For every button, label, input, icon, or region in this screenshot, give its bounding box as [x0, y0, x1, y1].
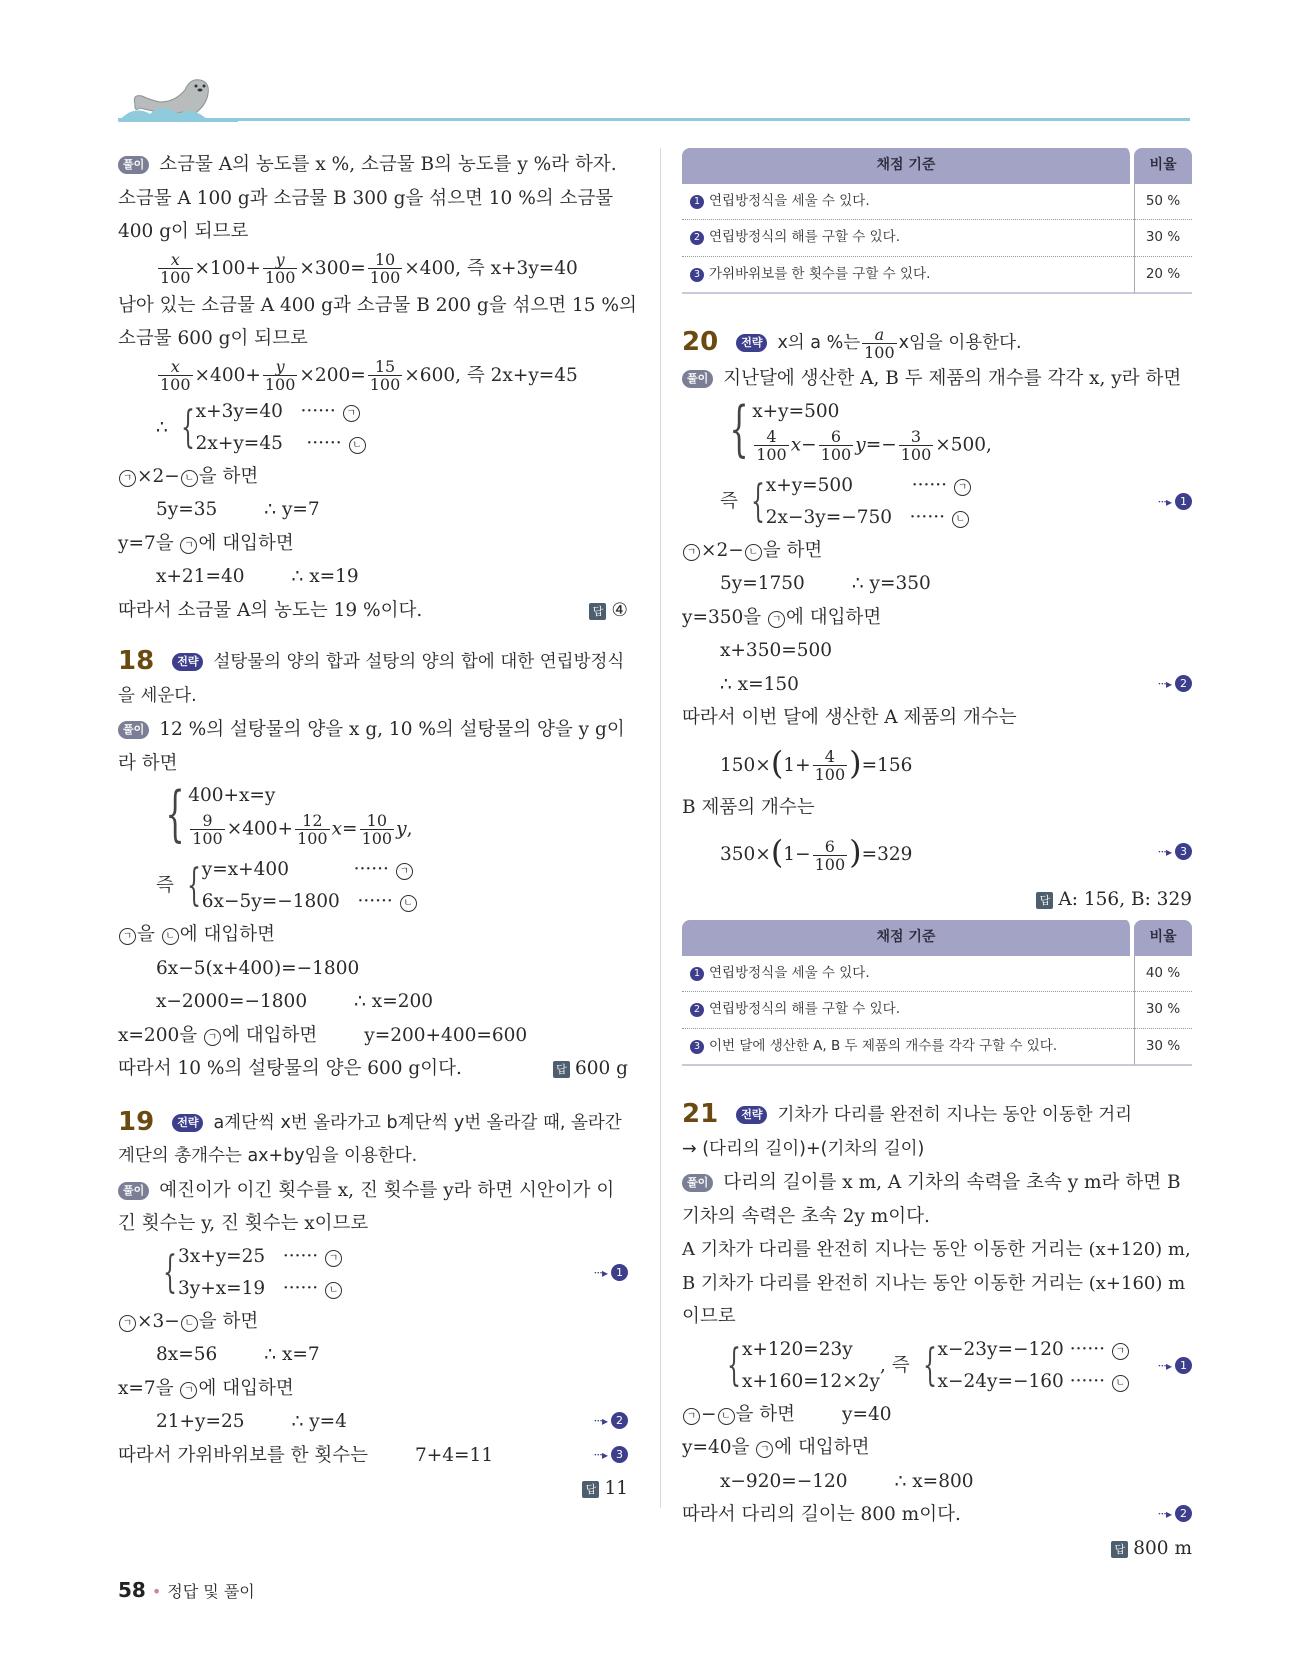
- step: [118, 1305, 628, 1339]
- text: ······: [1069, 1370, 1105, 1392]
- text: ······: [353, 859, 389, 880]
- text: 연립방정식의 해를 구할 수 있다.: [709, 1001, 900, 1017]
- text: y=350을: [682, 606, 762, 628]
- text: ······: [1069, 1338, 1105, 1360]
- text: x+y=500: [752, 400, 840, 422]
- page-footer: [118, 1578, 255, 1602]
- problem-19-header: [118, 1106, 628, 1141]
- circle-giyeok-icon: ㄱ: [756, 1441, 773, 1458]
- header-rule: [118, 118, 1190, 121]
- step-marker: [594, 1405, 628, 1439]
- text: 소금물 600 g이 되므로: [118, 328, 308, 349]
- text: B 제품의 개수는: [682, 796, 815, 818]
- text: 에 대입하면: [786, 606, 882, 628]
- p18-line: [118, 713, 628, 747]
- text: 11: [604, 1478, 628, 1499]
- column-divider: [660, 148, 661, 1508]
- text: 21+y=25 ∴ y=4: [156, 1411, 347, 1432]
- grading-table-19: [682, 148, 1192, 294]
- text: 800 m: [1133, 1537, 1192, 1559]
- circle-giyeok-icon: ㄱ: [683, 544, 700, 561]
- circle-giyeok-icon: ㄱ: [1112, 1343, 1129, 1360]
- circle-giyeok-icon: ㄱ: [119, 470, 136, 487]
- conclusion: [118, 1472, 628, 1505]
- text: 지난달에 생산한 A, B 두 제품의 개수를 각각 x, y라 하면: [723, 368, 1182, 389]
- text: ×600, 즉 2x+y=45: [404, 364, 578, 386]
- table-row: [682, 184, 1192, 221]
- text: 을 하면: [198, 1310, 259, 1332]
- system: { 3x+y=25 ······ ㄱ 3y+x=19 ······ ㄴ ···▸ 1: [118, 1241, 628, 1305]
- circle-nieun-icon: ㄴ: [181, 470, 198, 487]
- problem-number: 21: [682, 1099, 719, 1129]
- text: 긴 횟수는 y, 진 횟수는 x이므로: [118, 1213, 369, 1234]
- text: x−23y=−120: [937, 1338, 1064, 1360]
- text: 에 대입하면: [179, 924, 276, 945]
- text: 을 세운다.: [118, 685, 197, 706]
- step: [682, 668, 1192, 702]
- text: x+21=40 ∴ x=19: [156, 566, 359, 587]
- ratio: 30 %: [1134, 220, 1192, 257]
- step: [682, 601, 1192, 635]
- text: 기차의 속력은 초속 2y m이다.: [682, 1205, 930, 1227]
- text: y=40을: [682, 1437, 750, 1458]
- ratio: 30 %: [1134, 992, 1192, 1029]
- table-row: [682, 956, 1192, 993]
- text: 2x+y=45: [195, 432, 283, 454]
- step-marker: [1158, 1350, 1192, 1384]
- text: A 기차가 다리를 완전히 지나는 동안 이동한 거리는 (x+120) m,: [682, 1239, 1191, 1260]
- circle-giyeok-icon: ㄱ: [396, 863, 413, 880]
- step: ㄱ 을 ㄴ 에 대입하면: [118, 918, 628, 952]
- step: [682, 1498, 1192, 1532]
- circle-giyeok-icon: ㄱ: [119, 928, 136, 945]
- circle-giyeok-icon: ㄱ: [180, 1382, 197, 1399]
- solution-badge: 풀이: [682, 370, 713, 388]
- text: ×2−: [701, 539, 744, 561]
- text: 연립방정식을 세울 수 있다.: [709, 964, 870, 981]
- text: 600 g: [574, 1058, 628, 1079]
- ratio: 20 %: [1134, 257, 1192, 295]
- step: [118, 1439, 628, 1473]
- text: x+120=23y: [742, 1338, 853, 1360]
- step: [118, 1019, 628, 1053]
- text: 400+x=y: [188, 785, 276, 806]
- text: 따라서 이번 달에 생산한 A 제품의 개수는: [682, 707, 1017, 728]
- text: 5y=35 ∴ y=7: [156, 499, 320, 520]
- text: ×3−: [137, 1310, 180, 1332]
- circle-nieun-icon: ㄴ: [400, 895, 417, 912]
- text: ······: [911, 474, 948, 496]
- answer-icon: 답: [582, 1481, 599, 1498]
- circle-giyeok-icon: ㄱ: [683, 1408, 700, 1425]
- strategy-badge: 전략: [736, 334, 767, 352]
- step-marker: [1158, 824, 1192, 880]
- strategy-badge: 전략: [736, 1106, 767, 1124]
- section-title: 정답 및 풀이: [167, 1582, 255, 1601]
- text: 이므로: [682, 1306, 736, 1327]
- problem-number: 18: [118, 646, 155, 676]
- p17-line: [118, 148, 628, 182]
- conclusion: [682, 1532, 1192, 1565]
- problem-18-header: [118, 645, 628, 680]
- step-1-icon: 1: [1175, 493, 1192, 510]
- table-row: [682, 220, 1192, 257]
- text: → (다리의 길이)+(기차의 길이): [682, 1138, 925, 1159]
- system: 즉 { y=x+400 ······ ㄱ 6x−5y=−1800 ······ ㄴ: [118, 854, 628, 918]
- system: { x+y=500 $\frac{4}{100}$ x− $\frac{6}{100}$ y=− $\frac{3}{100}$ ×500,: [729, 394, 992, 464]
- text: ······: [909, 506, 945, 528]
- step: [118, 1405, 628, 1439]
- text: x=7을: [118, 1377, 174, 1399]
- strategy-badge: 전략: [172, 653, 203, 671]
- equation: 150×(1+ $\frac{4}{100}$ )=156: [720, 743, 913, 784]
- solution-badge: 풀이: [118, 721, 149, 739]
- step: [682, 1398, 1192, 1432]
- step: [682, 1431, 1192, 1465]
- text: 즉: [720, 490, 738, 512]
- answer: [553, 1052, 628, 1086]
- text: 에 대입하면 y=200+400=600: [222, 1024, 528, 1046]
- text: 12 %의 설탕물의 양을 x g, 10 %의 설탕물의 양을 y g이: [159, 719, 625, 740]
- problem-21-header: [682, 1098, 1192, 1133]
- text: 에 대입하면: [198, 532, 294, 554]
- solution-badge: 풀이: [682, 1174, 713, 1192]
- step: [118, 1372, 628, 1406]
- text: =329: [861, 844, 913, 865]
- equation: $\frac{x}{100}$ ×100+ $\frac{y}{100}$ ×300= $\frac{10}{100}$ ×400, 즉 x+3y=40: [160, 250, 578, 287]
- text: 설탕물의 양의 합과 설탕의 양의 합에 대한 연립방정식: [213, 652, 625, 672]
- ratio: 40 %: [1134, 956, 1192, 993]
- text: 에 대입하면: [198, 1377, 294, 1399]
- ratio: 50 %: [1134, 184, 1192, 221]
- arrow-icon: ···▸: [1157, 494, 1171, 509]
- text: 즉: [891, 1354, 910, 1376]
- circle-giyeok-icon: ㄱ: [119, 1315, 136, 1332]
- conclusion: [118, 594, 628, 628]
- text: 예진이가 이긴 횟수를 x, 진 횟수를 y라 하면 시안이가 이: [159, 1179, 615, 1201]
- text: 라 하면: [118, 752, 178, 774]
- text: 다리의 길이를 x m, A 기차의 속력을 초속 y m라 하면 B: [723, 1172, 1181, 1193]
- text: x−24y=−160: [937, 1370, 1064, 1392]
- page-number: 58: [118, 1578, 146, 1602]
- step-marker: [594, 1257, 628, 1291]
- step: [118, 527, 628, 561]
- strategy-badge: 전략: [172, 1114, 203, 1132]
- text: 따라서 다리의 길이는 800 m이다.: [682, 1504, 961, 1525]
- arrow-icon: ···▸: [1157, 845, 1171, 859]
- text: ······: [282, 1277, 319, 1299]
- step-1-icon: 1: [690, 967, 704, 981]
- table-row: [682, 257, 1192, 295]
- step-2-icon: 2: [611, 1412, 628, 1429]
- system: 즉 { x+y=500 ······ ㄱ 2x−3y=−750 ······ ㄴ ···▸ 1: [682, 470, 1192, 534]
- text: 남아 있는 소금물 A 400 g과 소금물 B 200 g을 섞으면 15 %의: [118, 294, 637, 316]
- step-2-icon: 2: [690, 231, 704, 245]
- text: 을 하면: [762, 539, 823, 561]
- solution-badge: 풀이: [118, 1182, 149, 1200]
- text: 계단의 총개수는 ax+by임을 이용한다.: [118, 1146, 418, 1166]
- arrow-icon: ···▸: [593, 1265, 607, 1280]
- text: 소금물 A의 농도를 x %, 소금물 B의 농도를 y %라 하자.: [159, 154, 617, 175]
- system: { 400+x=y $\frac{9}{100}$ ×400+ $\frac{12}{100}$ x= $\frac{10}{100}$ y,: [165, 778, 413, 849]
- answer-icon: 답: [1036, 892, 1053, 909]
- p21-line: [682, 1166, 1192, 1200]
- circle-giyeok-icon: ㄱ: [180, 537, 197, 554]
- text: 에 대입하면: [774, 1437, 870, 1458]
- answer-icon: 답: [589, 603, 606, 620]
- step-2-icon: 2: [1175, 1505, 1192, 1522]
- circle-nieun-icon: ㄴ: [718, 1408, 735, 1425]
- text: 6x−5(x+400)=−1800: [156, 957, 360, 979]
- circle-nieun-icon: ㄴ: [745, 544, 762, 561]
- step-2-icon: 2: [1175, 675, 1192, 692]
- text: =156: [861, 754, 913, 776]
- conclusion: [118, 1052, 628, 1086]
- circle-nieun-icon: ㄴ: [162, 928, 179, 945]
- text: x=200을: [118, 1024, 198, 1046]
- step: [118, 460, 628, 494]
- circle-giyeok-icon: ㄱ: [325, 1250, 342, 1267]
- step-marker: [1158, 1498, 1192, 1532]
- step-marker: [594, 1439, 628, 1473]
- text: 3x+y=25: [178, 1245, 266, 1267]
- step-3-icon: 3: [690, 268, 704, 282]
- text: y=7을: [118, 532, 174, 554]
- answer-icon: 답: [1111, 1541, 1128, 1558]
- equation: 350×(1− $\frac{6}{100}$ )=329 ···▸ 3: [682, 824, 1192, 880]
- step-1-icon: 1: [1175, 1357, 1192, 1374]
- grading-table-20: [682, 920, 1192, 1066]
- text: 소금물 A 100 g과 소금물 B 300 g을 섞으면 10 %의 소금물: [118, 187, 614, 209]
- equation: $\frac{x}{100}$ ×400+ $\frac{y}{100}$ ×200= $\frac{15}{100}$ ×600, 즉 2x+y=45: [160, 357, 578, 394]
- circle-nieun-icon: ㄴ: [181, 1315, 198, 1332]
- text: 따라서 소금물 A의 농도는 19 %이다.: [118, 599, 423, 621]
- text: 8x=56 ∴ x=7: [156, 1344, 320, 1365]
- table-row: [682, 992, 1192, 1029]
- step-1-icon: 1: [690, 195, 704, 209]
- text: ······: [357, 891, 393, 912]
- text: 3y+x=19: [178, 1277, 266, 1299]
- text: 이번 달에 생산한 A, B 두 제품의 개수를 각각 구할 수 있다.: [709, 1037, 1058, 1054]
- text: x+y=500: [765, 474, 853, 496]
- p19-line: [118, 1174, 628, 1208]
- text: B 기차가 다리를 완전히 지나는 동안 이동한 거리는 (x+160) m: [682, 1272, 1186, 1294]
- conclusion: [682, 880, 1192, 920]
- circle-nieun-icon: ㄴ: [1112, 1375, 1129, 1392]
- problem-20-header: 20 전략 x의 a %는 $\frac{a}{100}$ x임을 이용한다.: [682, 324, 1022, 362]
- table-header: 채점 기준: [682, 148, 1134, 184]
- text: 6x−5y=−1800: [201, 891, 340, 912]
- circle-giyeok-icon: ㄱ: [954, 479, 971, 496]
- text: 따라서 10 %의 설탕물의 양은 600 g이다.: [118, 1058, 462, 1079]
- text: 기차가 다리를 완전히 지나는 동안 이동한 거리: [777, 1105, 1133, 1125]
- answer: [589, 594, 628, 628]
- table-header: 채점 기준: [682, 920, 1134, 956]
- problem-number: 19: [118, 1106, 155, 1137]
- step: [682, 534, 1192, 568]
- right-column: [682, 148, 1192, 1565]
- text: x+160=12×2y: [742, 1370, 881, 1392]
- text: x+3y=40: [195, 400, 283, 422]
- text: 2x−3y=−750: [765, 506, 893, 528]
- text: x−920=−120 ∴ x=800: [720, 1470, 974, 1492]
- circle-nieun-icon: ㄴ: [349, 437, 366, 454]
- text: 즉: [156, 875, 174, 896]
- circle-giyeok-icon: ㄱ: [204, 1029, 221, 1046]
- text: ×2−: [137, 465, 180, 487]
- text: ×400, 즉 x+3y=40: [404, 257, 578, 279]
- text: 을 하면: [198, 465, 259, 487]
- answer: [1036, 880, 1192, 920]
- step-3-icon: 3: [1175, 843, 1192, 860]
- text: ④: [611, 599, 628, 621]
- table-header: 비율: [1134, 148, 1192, 184]
- text: 을 하면 y=40: [735, 1403, 892, 1425]
- circle-giyeok-icon: ㄱ: [343, 405, 360, 422]
- text: 400 g이 되므로: [118, 221, 249, 242]
- answer: [1111, 1532, 1192, 1566]
- answer-icon: 답: [553, 1061, 570, 1078]
- table-row: [682, 1029, 1192, 1067]
- text: A: 156, B: 329: [1058, 889, 1192, 910]
- left-column: [118, 148, 637, 1505]
- text: 5y=1750 ∴ y=350: [720, 573, 931, 594]
- text: 가위바위보를 한 횟수를 구할 수 있다.: [709, 265, 931, 282]
- text: ······: [300, 400, 336, 422]
- text: x+350=500: [720, 640, 833, 661]
- text: 따라서 가위바위보를 한 횟수는 7+4=11: [118, 1444, 494, 1466]
- answer: [582, 1472, 628, 1506]
- step-2-icon: 2: [690, 1003, 704, 1017]
- step-marker: [1158, 486, 1192, 520]
- ratio: 30 %: [1134, 1029, 1192, 1067]
- circle-giyeok-icon: ㄱ: [768, 611, 785, 628]
- text: ∴ x=150: [720, 673, 799, 695]
- arrow-icon: ···▸: [593, 1447, 607, 1462]
- arrow-icon: ···▸: [1157, 1358, 1171, 1373]
- arrow-icon: ···▸: [1157, 1507, 1171, 1521]
- step-3-icon: 3: [611, 1446, 628, 1463]
- problem-number: 20: [682, 327, 719, 357]
- text: ······: [282, 1245, 319, 1267]
- arrow-icon: ···▸: [1157, 676, 1171, 691]
- step-3-icon: 3: [690, 1040, 704, 1054]
- text: −: [701, 1403, 717, 1425]
- text: x의 a %는: [777, 333, 861, 353]
- text: y=x+400: [201, 859, 289, 880]
- system: ∴ { x+3y=40 ······ ㄱ 2x+y=45 ······ ㄴ: [118, 396, 628, 460]
- text: ······: [306, 432, 342, 454]
- table-header: 비율: [1134, 920, 1192, 956]
- step-marker: [1158, 668, 1192, 702]
- text: a계단씩 x번 올라가고 b계단씩 y번 올라갈 때, 올라간: [213, 1112, 622, 1133]
- p20-line: [682, 362, 1192, 396]
- arrow-icon: ···▸: [593, 1414, 607, 1428]
- bullet-icon: •: [151, 1582, 162, 1601]
- circle-nieun-icon: ㄴ: [325, 1282, 342, 1299]
- circle-nieun-icon: ㄴ: [952, 511, 969, 528]
- text: x임을 이용한다.: [898, 333, 1022, 353]
- step-1-icon: 1: [611, 1264, 628, 1281]
- solution-badge: 풀이: [118, 156, 149, 174]
- system: { x+120=23y x+160=12×2y , 즉 { x−23y=−120 ······ ㄱ x−24y=−160 ······ ㄴ ···▸ 1: [682, 1334, 1192, 1398]
- text: x−2000=−1800 ∴ x=200: [156, 991, 434, 1012]
- text: 연립방정식의 해를 구할 수 있다.: [709, 229, 900, 245]
- text: 연립방정식을 세울 수 있다.: [709, 192, 870, 209]
